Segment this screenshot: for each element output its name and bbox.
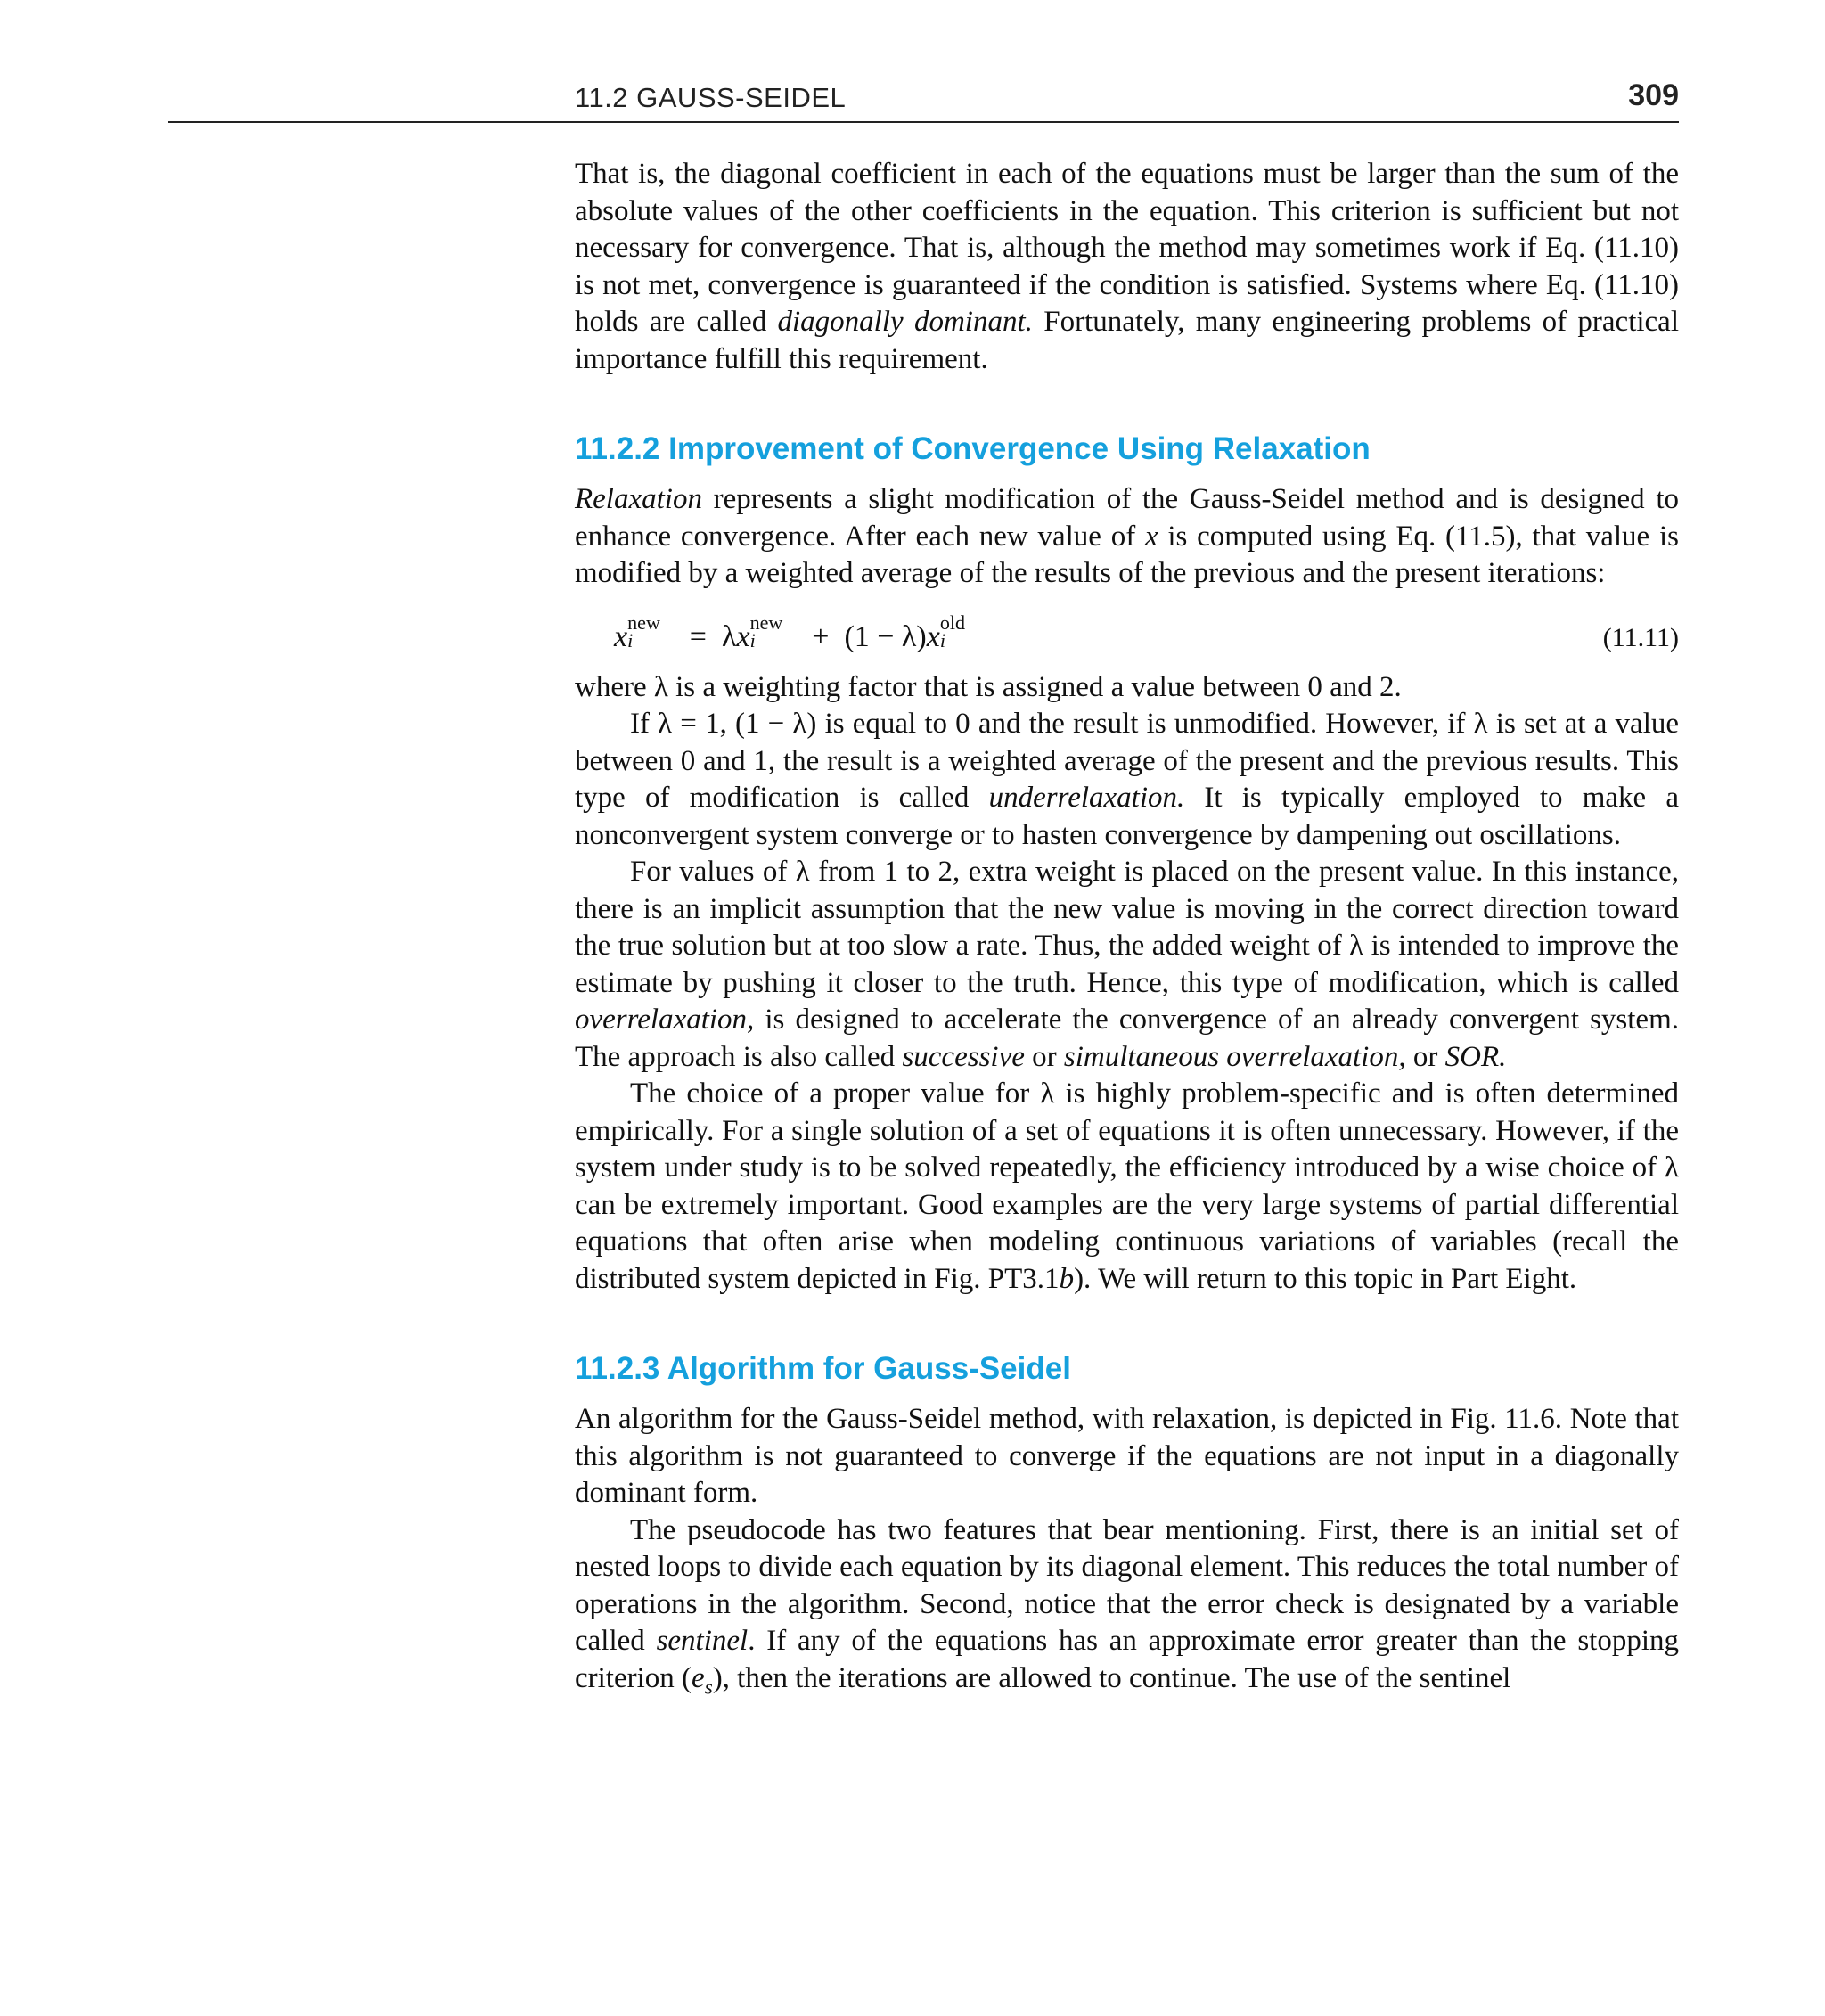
- equation-body: [614, 611, 987, 656]
- running-head: 11.2 GAUSS-SEIDEL: [575, 82, 847, 113]
- text-run: That is, the diagonal coefficient in each of the equations must be larger than the sum of the absolute values of the other coefficients in the equation. This criterion is sufficient but not necessary for convergence. That is, although the method may sometimes work if Eq. (11.10) is not met, convergence is guaranteed if the condition is satisfied. Systems where Eq. (11.10) holds are called: [575, 158, 1679, 338]
- term-simultaneous-overrelaxation: simultaneous overrelaxation,: [1063, 1040, 1406, 1073]
- section-heading-11-2-2: 11.2.2 Improvement of Convergence Using Relaxation: [575, 431, 1371, 466]
- term-diagonally-dominant: diagonally dominant.: [777, 306, 1033, 338]
- term-underrelaxation: underrelaxation.: [988, 782, 1185, 814]
- paragraph-pseudocode: The pseudocode has two features that bear mentioning. First, there is an initial set of nested loops to divide each equation by its diagonal element. This reduces the total number of operations in the algorithm. Second, notice that the error check is designated by a variable called sentinel. If any of the equations has an approximate error greater than the stopping criterion $(e_s)$, then the iterations are allowed to continue. The use of the sentinel: [575, 1513, 1679, 1699]
- symbol-lambda: λ: [1040, 1078, 1055, 1110]
- eq-one-minus-lambda: (1 − λ): [844, 619, 927, 653]
- term-overrelaxation: overrelaxation,: [575, 1004, 755, 1036]
- eq-plus: +: [812, 619, 830, 653]
- paragraph-weighting-factor: where λ is a weighting factor that is assigned a value between 0 and 2.: [575, 670, 1402, 703]
- symbol-lambda: λ: [1473, 708, 1488, 740]
- paragraph-relaxation: [575, 481, 1679, 593]
- text-run: Fortunately, many engineering problems of practical importance fulfill this requirement.: [575, 306, 1679, 375]
- variable-x: x: [1144, 520, 1158, 553]
- subscript-s: s: [704, 1675, 713, 1699]
- term-sentinel: sentinel: [656, 1625, 749, 1657]
- paragraph-algorithm: An algorithm for the Gauss-Seidel method, with relaxation, is depicted in Fig. 11.6. Note that this algorithm is not guaranteed to converge if the equations are not input in a diagonally dominant form.: [575, 1403, 1679, 1509]
- term-sor: SOR.: [1444, 1040, 1507, 1073]
- section-heading-11-2-3: 11.2.3 Algorithm for Gauss-Seidel: [575, 1351, 1071, 1386]
- paragraph-diagonal-dominance: [575, 156, 1679, 378]
- eq-script-old-i: old i: [939, 611, 966, 652]
- term-relaxation: Relaxation: [575, 483, 702, 515]
- page-body: [575, 156, 1679, 1706]
- paragraph-overrelaxation: For values of λ from 1 to 2, extra weight is placed on the present value. In this instance, there is an implicit assumption that the new value is moving in the correct direction toward the true solution but at too slow a rate. Thus, the added weight of λ is intended to improve the estimate by pushing it closer to the truth. Hence, this type of modification, which is called overrelaxation, is designed to accelerate the convergence of an already convergent system. The approach is also called successive or simultaneous overrelaxation, or SOR.: [575, 856, 1679, 1073]
- variable-e: e: [692, 1661, 705, 1694]
- symbol-lambda: λ: [658, 708, 673, 740]
- paragraph-choice-of-lambda: The choice of a proper value for λ is highly problem-specific and is often determined empirically. For a single solution of a set of equations it is often unnecessary. However, if the system under study is to be solved repeatedly, the efficiency introduced by a wise choice of λ can be extremely important. Good examples are the very large systems of partial differential equations that often arise when modeling continuous variations of variables (recall the distributed system depicted in Fig. PT3.1b). We will return to this topic in Part Eight.: [575, 1078, 1679, 1295]
- eq-var-x: x: [736, 619, 750, 653]
- equation-11-11: [575, 602, 1679, 666]
- eq-var-x: x: [614, 619, 628, 653]
- paragraph-underrelaxation: If λ = 1, (1 − λ) is equal to 0 and the result is unmodified. However, if λ is set at a value between 0 and 1, the result is a weighted average of the present and the previous results. This type of modification is called underrelaxation. It is typically employed to make a nonconvergent system converge or to hasten convergence by dampening out oscillations.: [575, 708, 1680, 851]
- symbol-lambda: λ: [653, 670, 668, 703]
- text-run: represents a slight modification of the Gauss-Seidel method and is designed to enhance convergence. After each new value of: [575, 483, 1679, 553]
- term-successive: successive: [902, 1040, 1025, 1073]
- eq-var-x: x: [926, 619, 940, 653]
- figure-ref-letter: b: [1059, 1262, 1075, 1295]
- symbol-lambda: λ: [792, 708, 807, 740]
- eq-script-new-i: new i: [627, 611, 660, 652]
- eq-lambda: λ: [721, 619, 737, 653]
- symbol-lambda: λ: [1664, 1151, 1679, 1184]
- page-number: 309: [1628, 78, 1679, 112]
- symbol-lambda: λ: [1349, 930, 1364, 962]
- page-header: [168, 78, 1679, 123]
- equation-number: (11.11): [1602, 622, 1679, 652]
- text-run: is computed using Eq. (11.5), that value is modified by a weighted average of the results of the previous and the present iterations:: [575, 520, 1679, 589]
- eq-equals: =: [689, 619, 707, 653]
- symbol-lambda: λ: [795, 856, 810, 888]
- eq-script-new-i: new i: [749, 611, 783, 652]
